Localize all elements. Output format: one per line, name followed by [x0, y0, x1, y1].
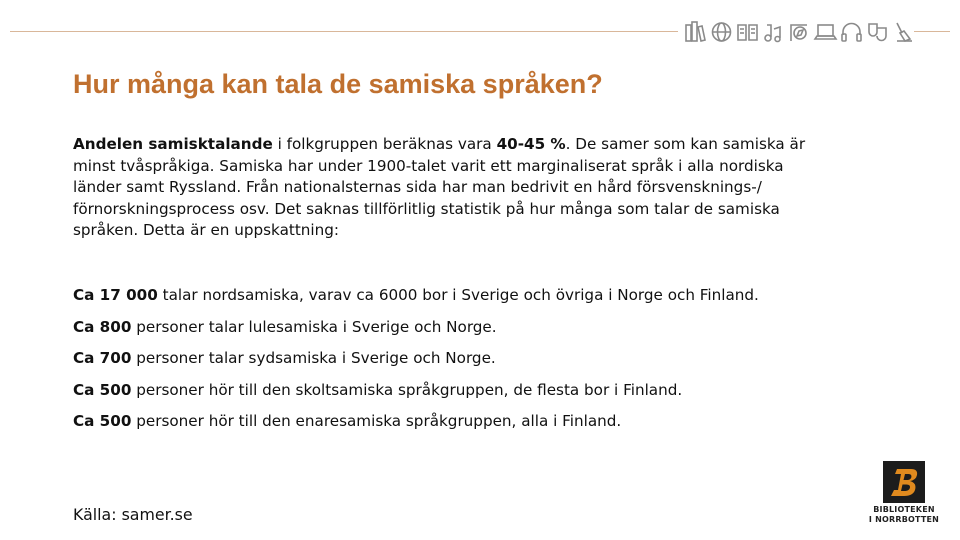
estimate-count: Ca 500: [73, 412, 132, 430]
estimate-text: personer talar lulesamiska i Sverige och Norge.: [131, 317, 497, 336]
open-book-icon: [735, 19, 760, 45]
header-rule-right: [914, 31, 950, 32]
books-icon: [683, 19, 708, 45]
list-item: [73, 347, 759, 379]
header-rule-left: [10, 31, 678, 32]
headphones-icon: [839, 19, 864, 45]
estimate-list: [73, 284, 759, 442]
intro-bold-lead: Andelen samisktalande: [73, 135, 273, 153]
estimate-count: Ca 17 000: [73, 286, 158, 304]
list-item: [73, 284, 759, 316]
header-icon-strip: [683, 19, 916, 45]
logo-mark-icon: [883, 461, 925, 503]
estimate-count: Ca 700: [73, 349, 132, 367]
intro-bold-value: 40-45 %: [496, 135, 566, 153]
source-citation: Källa: samer.se: [73, 505, 193, 524]
estimate-text: talar nordsamiska, varav ca 6000 bor i Sverige och övriga i Norge och Finland.: [157, 286, 759, 304]
slide-title: Hur många kan tala de samiska språken?: [73, 69, 603, 99]
list-item: [73, 379, 759, 411]
intro-text-2: . De samer som kan samiska är minst tvåspråkiga. Samiska har under 1900-talet varit ett marginaliserat språk i alla nordiska länder samt Ryssland. Från nationalsternas sida har man bedrivit en hård försvensknings-/ förnorskningsprocess osv. Det saknas tillförlitlig statistik på hur många som talar de samiska språken. Detta är en uppskattning:: [73, 135, 806, 240]
globe-icon: [709, 19, 734, 45]
estimate-count: Ca 800: [73, 317, 132, 336]
logo-line-1: BIBLIOTEKEN: [873, 505, 935, 514]
estimate-text: personer hör till den enaresamiska språkgruppen, alla i Finland.: [131, 412, 622, 430]
list-item: [73, 410, 759, 442]
drama-masks-icon: [865, 19, 890, 45]
estimate-text: personer hör till den skoltsamiska språkgruppen, de flesta bor i Finland.: [131, 380, 683, 399]
laptop-icon: [813, 19, 838, 45]
intro-text-1: i folkgruppen beräknas vara: [272, 135, 497, 153]
compass-icon: [787, 19, 812, 45]
library-logo: [868, 461, 940, 525]
estimate-text: personer talar sydsamiska i Sverige och Norge.: [131, 349, 496, 367]
intro-paragraph: [73, 134, 833, 242]
paint-brush-icon: [891, 19, 916, 45]
logo-line-2: I NORRBOTTEN: [868, 515, 940, 524]
music-note-icon: [761, 19, 786, 45]
list-item: [73, 316, 759, 348]
estimate-count: Ca 500: [73, 380, 132, 399]
